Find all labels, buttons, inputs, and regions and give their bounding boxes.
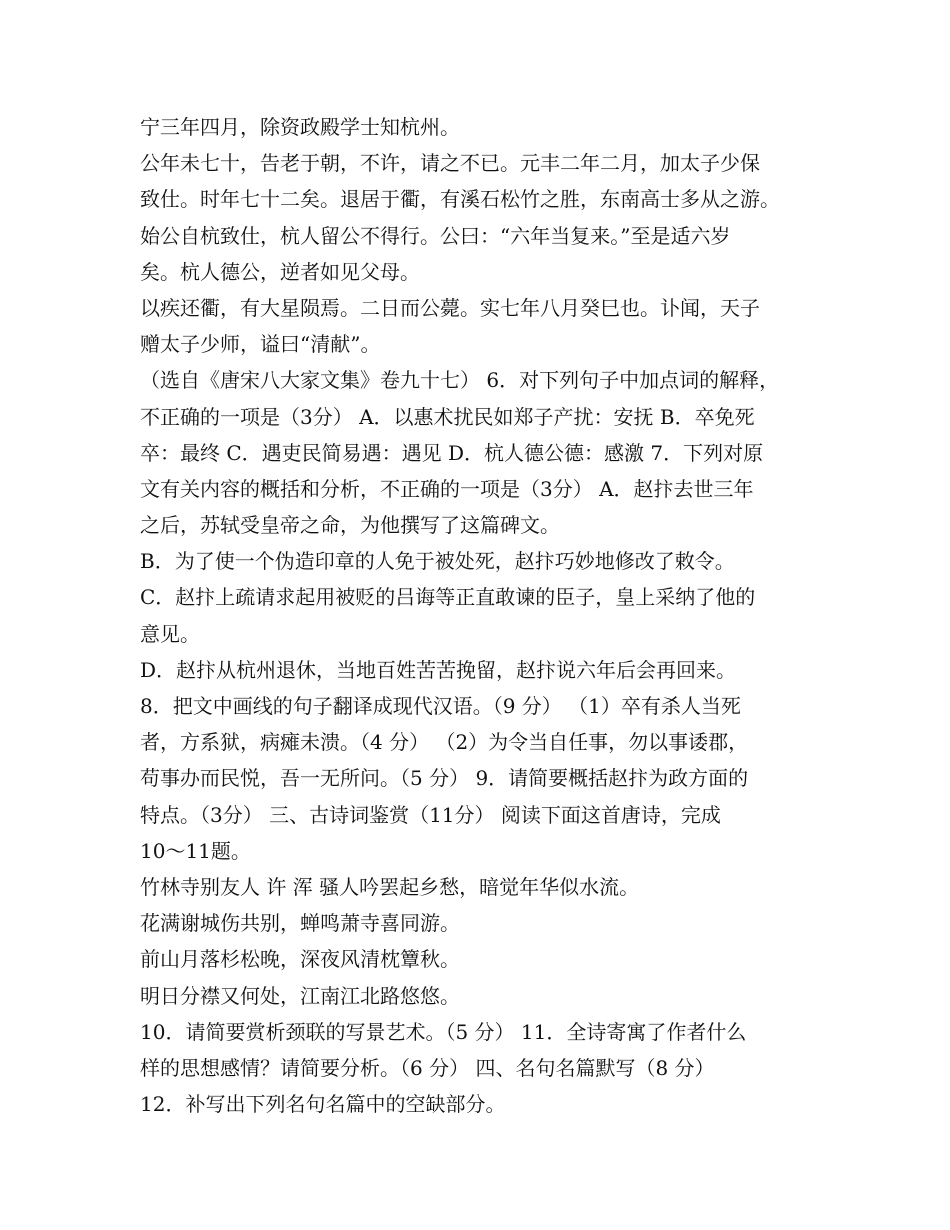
text-line: 以疾还衢，有大星陨焉。二日而公薨。实七年八月癸巳也。讣闻，天子: [140, 295, 760, 320]
text-line: 文有关内容的概括和分析，不正确的一项是（3分） A．赵抃去世三年: [140, 476, 754, 501]
text-line: 苟事办而民悦，吾一无所问。（5 分） 9．请简要概括赵抃为政方面的: [140, 766, 749, 791]
text-line: 特点。（3分） 三、古诗词鉴赏（11分） 阅读下面这首唐诗，完成: [140, 802, 721, 827]
text-line: 10．请简要赏析颈联的写景艺术。（5 分） 11．全诗寄寓了作者什么: [140, 1019, 747, 1044]
text-line: C．赵抃上疏请求起用被贬的吕诲等正直敢谏的臣子，皇上采纳了他的: [140, 585, 756, 610]
text-line: 意见。: [140, 621, 200, 646]
text-line: （选自《唐宋八大家文集》卷九十七） 6．对下列句子中加点词的解释，: [140, 368, 780, 393]
text-line: 赠太子少师，谥曰“清献”。: [140, 332, 381, 357]
text-line: 始公自杭致仕，杭人留公不得行。公曰：“六年当复来。”至是适六岁: [140, 223, 731, 248]
text-line: 12．补写出下列名句名篇中的空缺部分。: [140, 1092, 506, 1117]
text-line: 公年未七十，告老于朝，不许，请之不已。元丰二年二月，加太子少保: [140, 151, 760, 176]
poem-title-line: 竹林寺别友人 许 浑 骚人吟罢起乡愁，暗觉年华似水流。: [140, 874, 640, 899]
text-line: 8．把文中画线的句子翻译成现代汉语。（9 分） （1）卒有杀人当死: [140, 694, 741, 718]
text-line: 者，方系狱，病瘫未溃。（4 分） （2）为令当自任事，勿以事诿郡，: [140, 730, 749, 755]
poem-line: 前山月落杉松晚，深夜风清枕簟秋。: [140, 947, 460, 972]
text-line: 10～11题。: [140, 838, 251, 863]
text-line: D．赵抃从杭州退休，当地百姓苦苦挽留，赵抃说六年后会再回来。: [140, 657, 737, 682]
text-line: 不正确的一项是（3分） A．以惠术扰民如郑子产扰：安抚 B．卒免死: [140, 404, 755, 429]
text-line: 样的思想感情？请简要分析。（6 分） 四、名句名篇默写（8 分）: [140, 1055, 715, 1080]
text-line: 致仕。时年七十二矣。退居于衢，有溪石松竹之胜，东南高士多从之游。: [140, 187, 780, 212]
text-line: 之后，苏轼受皇帝之命，为他撰写了这篇碑文。: [140, 513, 560, 538]
text-line: B．为了使一个伪造印章的人免于被处死，赵抃巧妙地修改了敕令。: [140, 549, 735, 574]
poem-line: 明日分襟又何处，江南江北路悠悠。: [140, 983, 460, 1008]
text-line: 卒：最终 C．遇吏民简易遇：遇见 D．杭人德公德：感激 7．下列对原: [140, 440, 764, 465]
document-page: [140, 109, 830, 1122]
text-line: 宁三年四月，除资政殿学士知杭州。: [140, 115, 460, 139]
poem-line: 花满谢城伤共别，蝉鸣萧寺喜同游。: [140, 911, 460, 936]
text-line: 矣。杭人德公，逆者如见父母。: [140, 259, 420, 284]
